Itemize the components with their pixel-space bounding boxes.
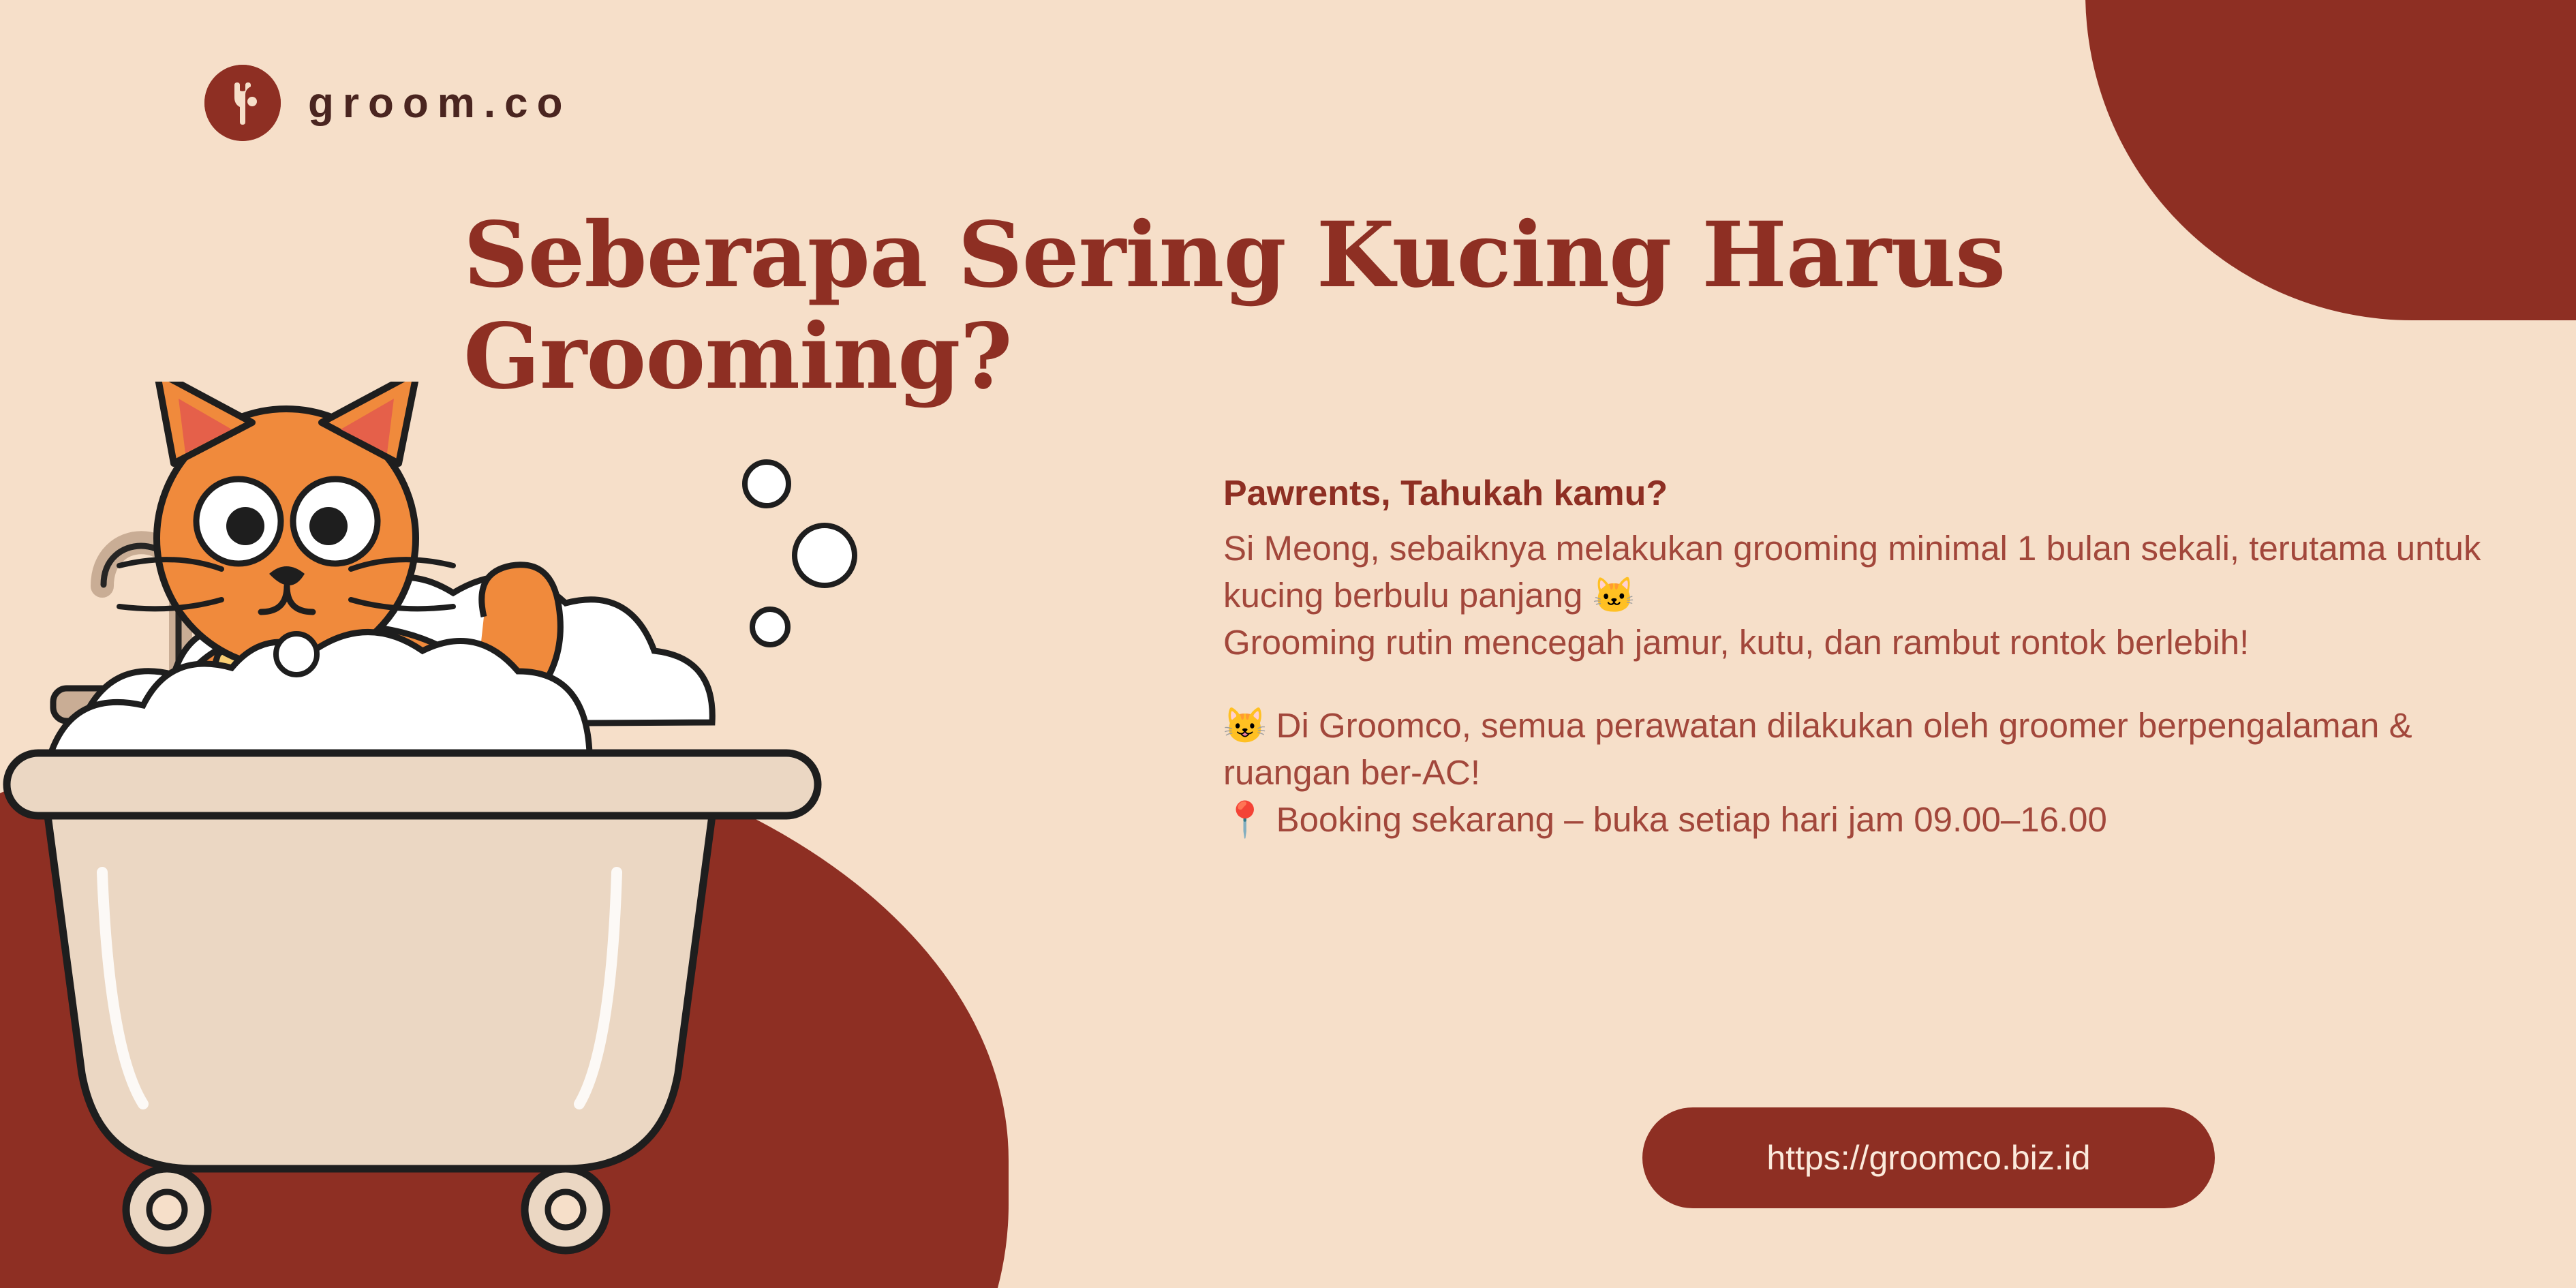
copy-paragraph-4: 📍 Booking sekarang – buka setiap hari jam 09.00–16.00 xyxy=(1223,800,2107,840)
cat-head-in-circle-logo-icon xyxy=(204,65,281,141)
copy-paragraph-3: 😺 Di Groomco, semua perawatan dilakukan oleh groomer berpengalaman & ruangan ber-AC! xyxy=(1223,705,2412,793)
website-url-label: https://groomco.biz.id xyxy=(1766,1139,2091,1177)
cat-in-bathtub-illustration xyxy=(0,382,1199,1288)
copy-paragraph-2: Grooming rutin mencegah jamur, kutu, dan rambut rontok berlebih! xyxy=(1223,623,2250,662)
copy-spacer xyxy=(1223,666,2504,702)
website-url-button[interactable] xyxy=(1642,1107,2215,1208)
page-title: Seberapa Sering Kucing Harus Grooming? xyxy=(463,202,2006,410)
brand-logo[interactable] xyxy=(204,65,571,141)
bathtub-icon xyxy=(7,753,818,1251)
copy-paragraph-1: Si Meong, sebaiknya melakukan grooming minimal 1 bulan sekali, terutama untuk kucing berbulu panjang 🐱 xyxy=(1223,528,2481,615)
copy-lead: Pawrents, Tahukah kamu? xyxy=(1223,474,1668,513)
body-copy xyxy=(1223,470,2504,844)
brand-wordmark: groom.co xyxy=(308,79,572,127)
